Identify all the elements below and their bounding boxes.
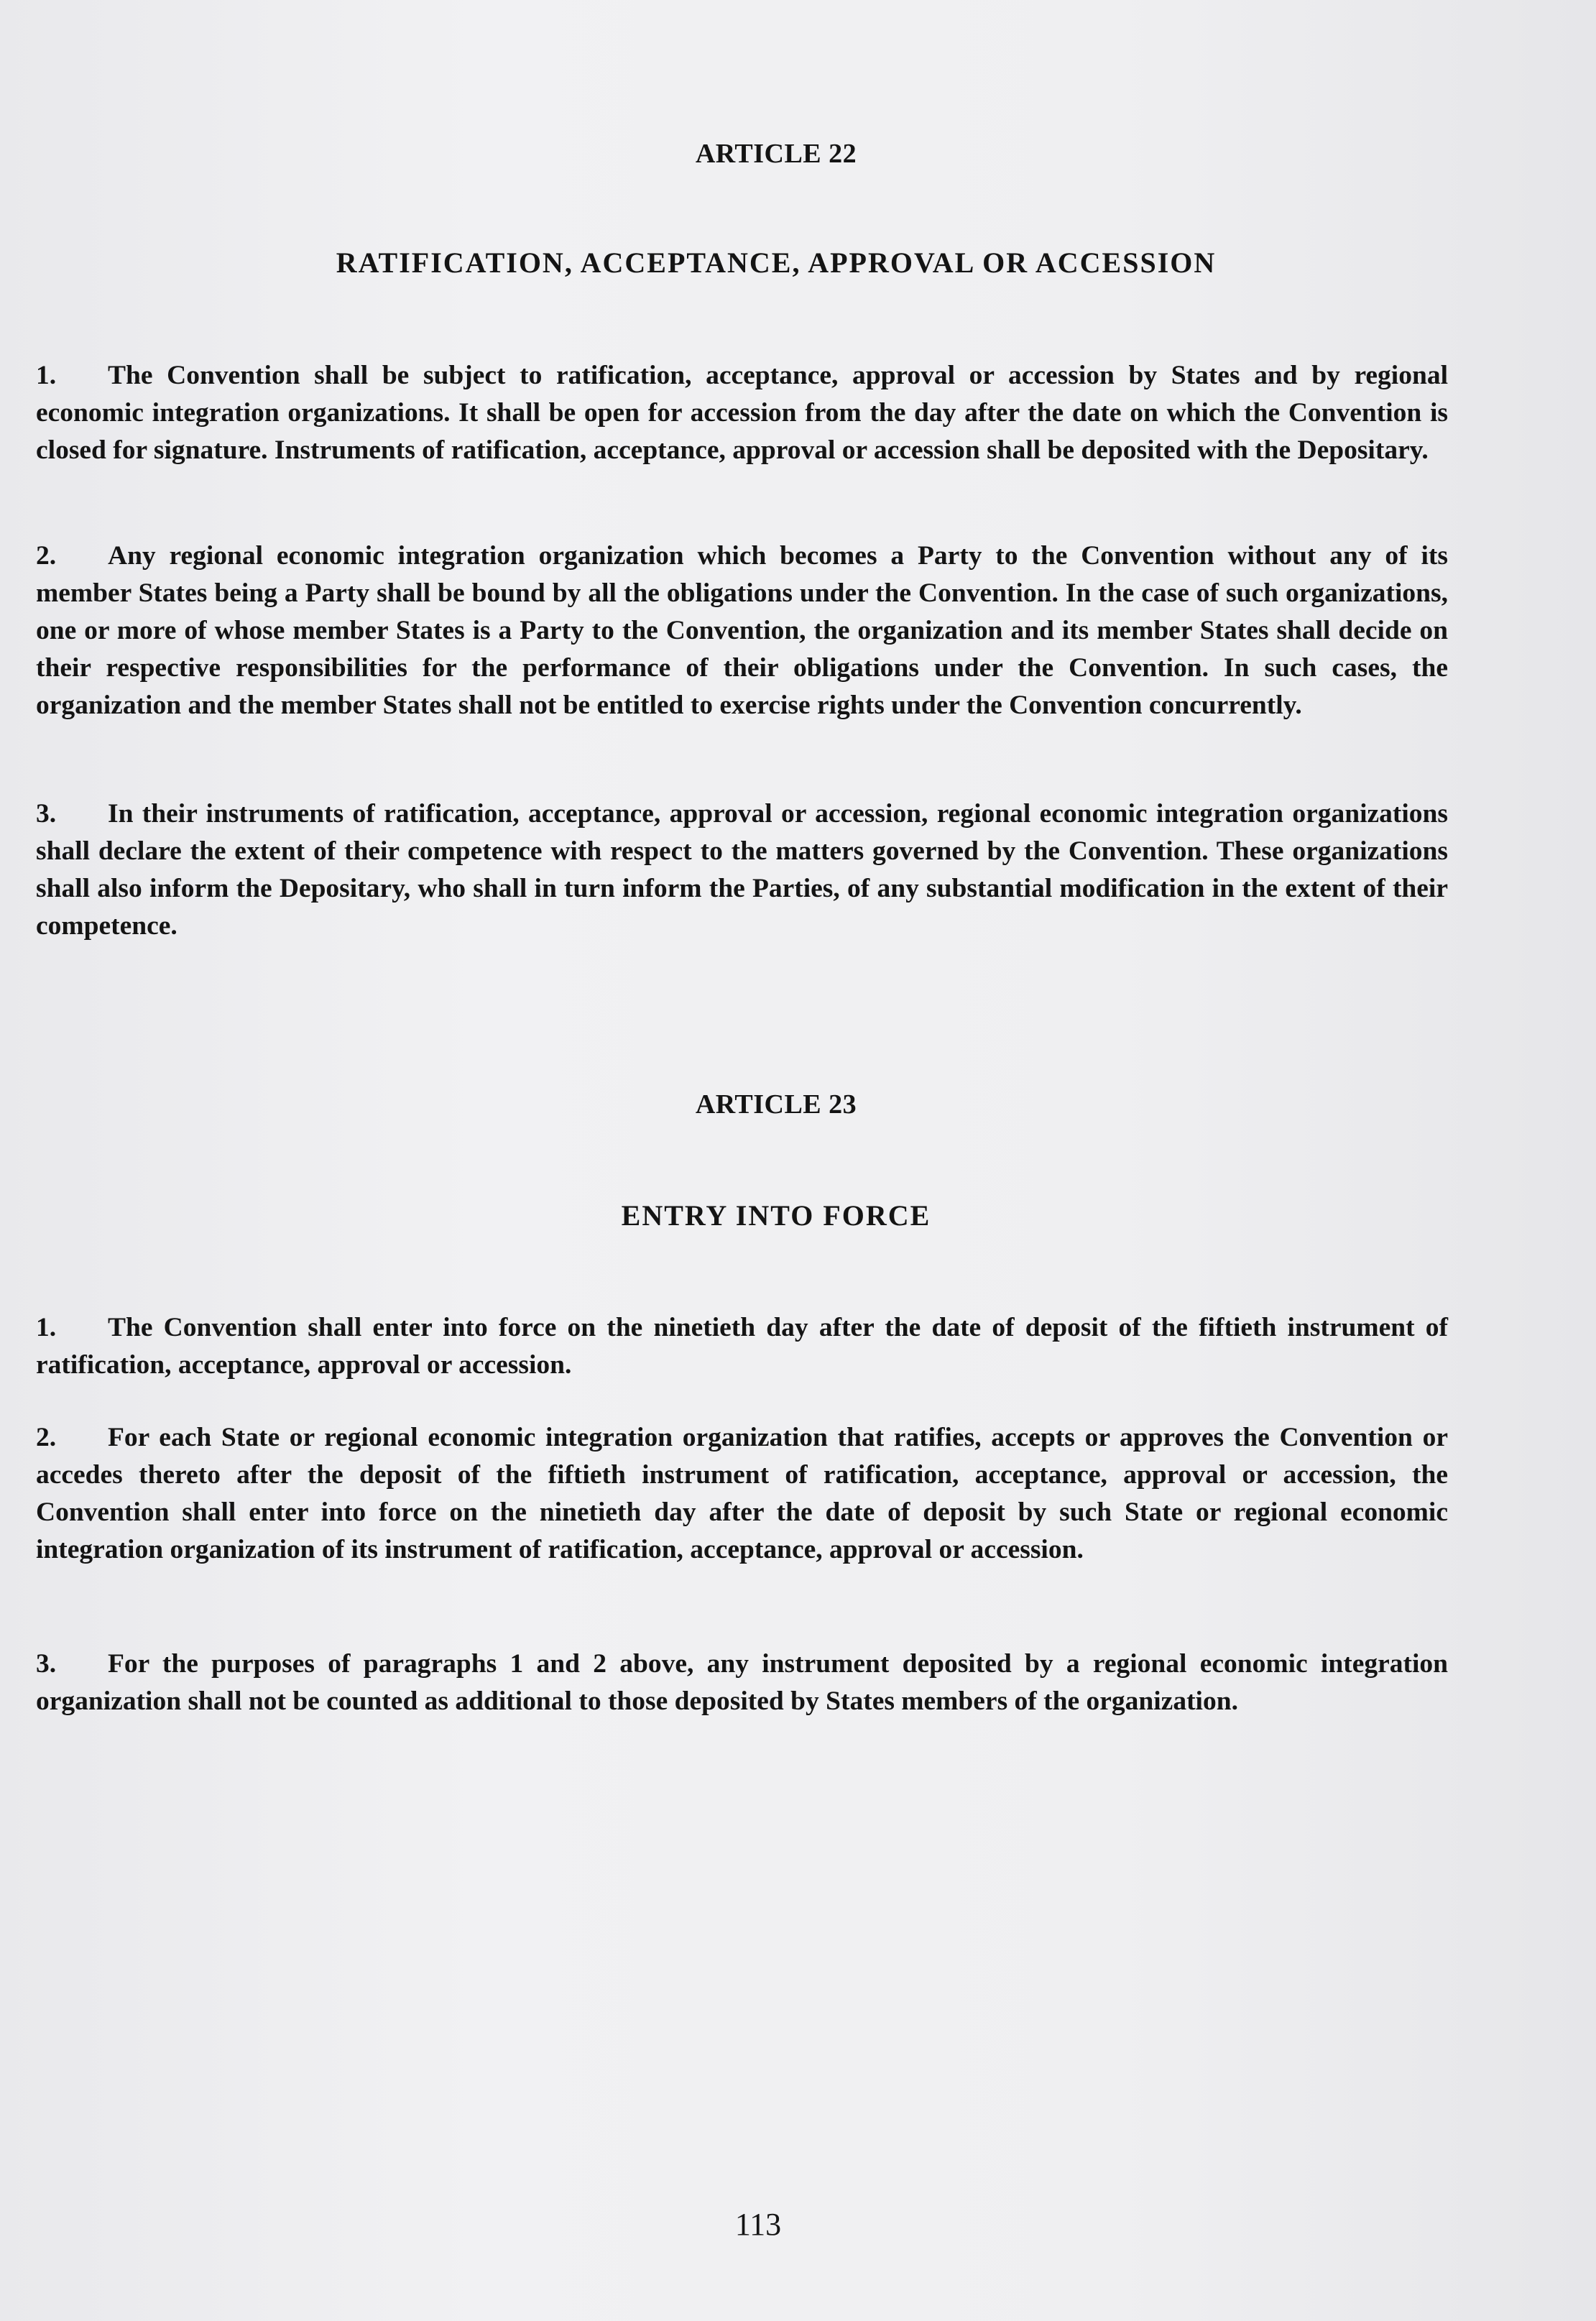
paragraph-number: 2.: [36, 541, 57, 571]
paragraph-text: For the purposes of paragraphs 1 and 2 above, any instrument deposited by a regional economic integration organization shall not be counted as additional to those deposited by States members of the organization.: [36, 1649, 1448, 1716]
paragraph-text: The Convention shall be subject to ratification, acceptance, approval or accession by States and by regional economic integration organizations. It shall be open for accession from the day after the date on which the Convention is closed for signature. Instruments of ratification, acceptance, approval or accession shall be deposited with the Depositary.: [36, 361, 1448, 465]
paragraph-number: 1.: [36, 361, 57, 390]
article-23-paragraph-1: [36, 1309, 1448, 1384]
article-23-paragraph-2: [36, 1419, 1448, 1569]
paragraph-text: For each State or regional economic integration organization that ratifies, accepts or approves the Convention or accedes thereto after the deposit of the fiftieth instrument of ratification, acceptance, approval or accession, the Convention shall enter into force on the ninetieth day after the date of deposit by such State or regional economic integration organization of its instrument of ratification, acceptance, approval or accession.: [36, 1423, 1448, 1564]
paragraph-number: 1.: [36, 1313, 57, 1342]
paragraph-number: 3.: [36, 799, 57, 829]
article-23-title: ENTRY INTO FORCE: [621, 1199, 931, 1232]
paragraph-text: In their instruments of ratification, acceptance, approval or accession, regional economic integration organizations shall declare the extent of their competence with respect to the matters governed by the Convention. These organizations shall also inform the Depositary, who shall in turn inform the Parties, of any substantial modification in the extent of their competence.: [36, 799, 1448, 941]
paragraph-number: 3.: [36, 1649, 57, 1679]
article-22-title: RATIFICATION, ACCEPTANCE, APPROVAL OR ACCESSION: [336, 246, 1217, 279]
article-23-heading: ARTICLE 23: [695, 1089, 857, 1120]
article-23-paragraph-3: [36, 1646, 1448, 1720]
article-22-paragraph-2: [36, 537, 1448, 724]
paragraph-text: The Convention shall enter into force on the ninetieth day after the date of deposit of the fiftieth instrument of ratification, acceptance, approval or accession.: [36, 1313, 1448, 1380]
article-22-paragraph-3: [36, 795, 1448, 945]
article-22-heading: ARTICLE 22: [695, 139, 857, 169]
paragraph-text: Any regional economic integration organization which becomes a Party to the Convention without any of its member States being a Party shall be bound by all the obligations under the Convention. In the case of such organizations, one or more of whose member States is a Party to the Convention, the organization and its member States shall decide on their respective responsibilities for the performance of their obligations under the Convention. In such cases, the organization and the member States shall not be entitled to exercise rights under the Convention concurrently.: [36, 541, 1448, 720]
page-number: 113: [734, 2207, 782, 2242]
article-22-paragraph-1: [36, 357, 1448, 469]
paragraph-number: 2.: [36, 1423, 57, 1452]
